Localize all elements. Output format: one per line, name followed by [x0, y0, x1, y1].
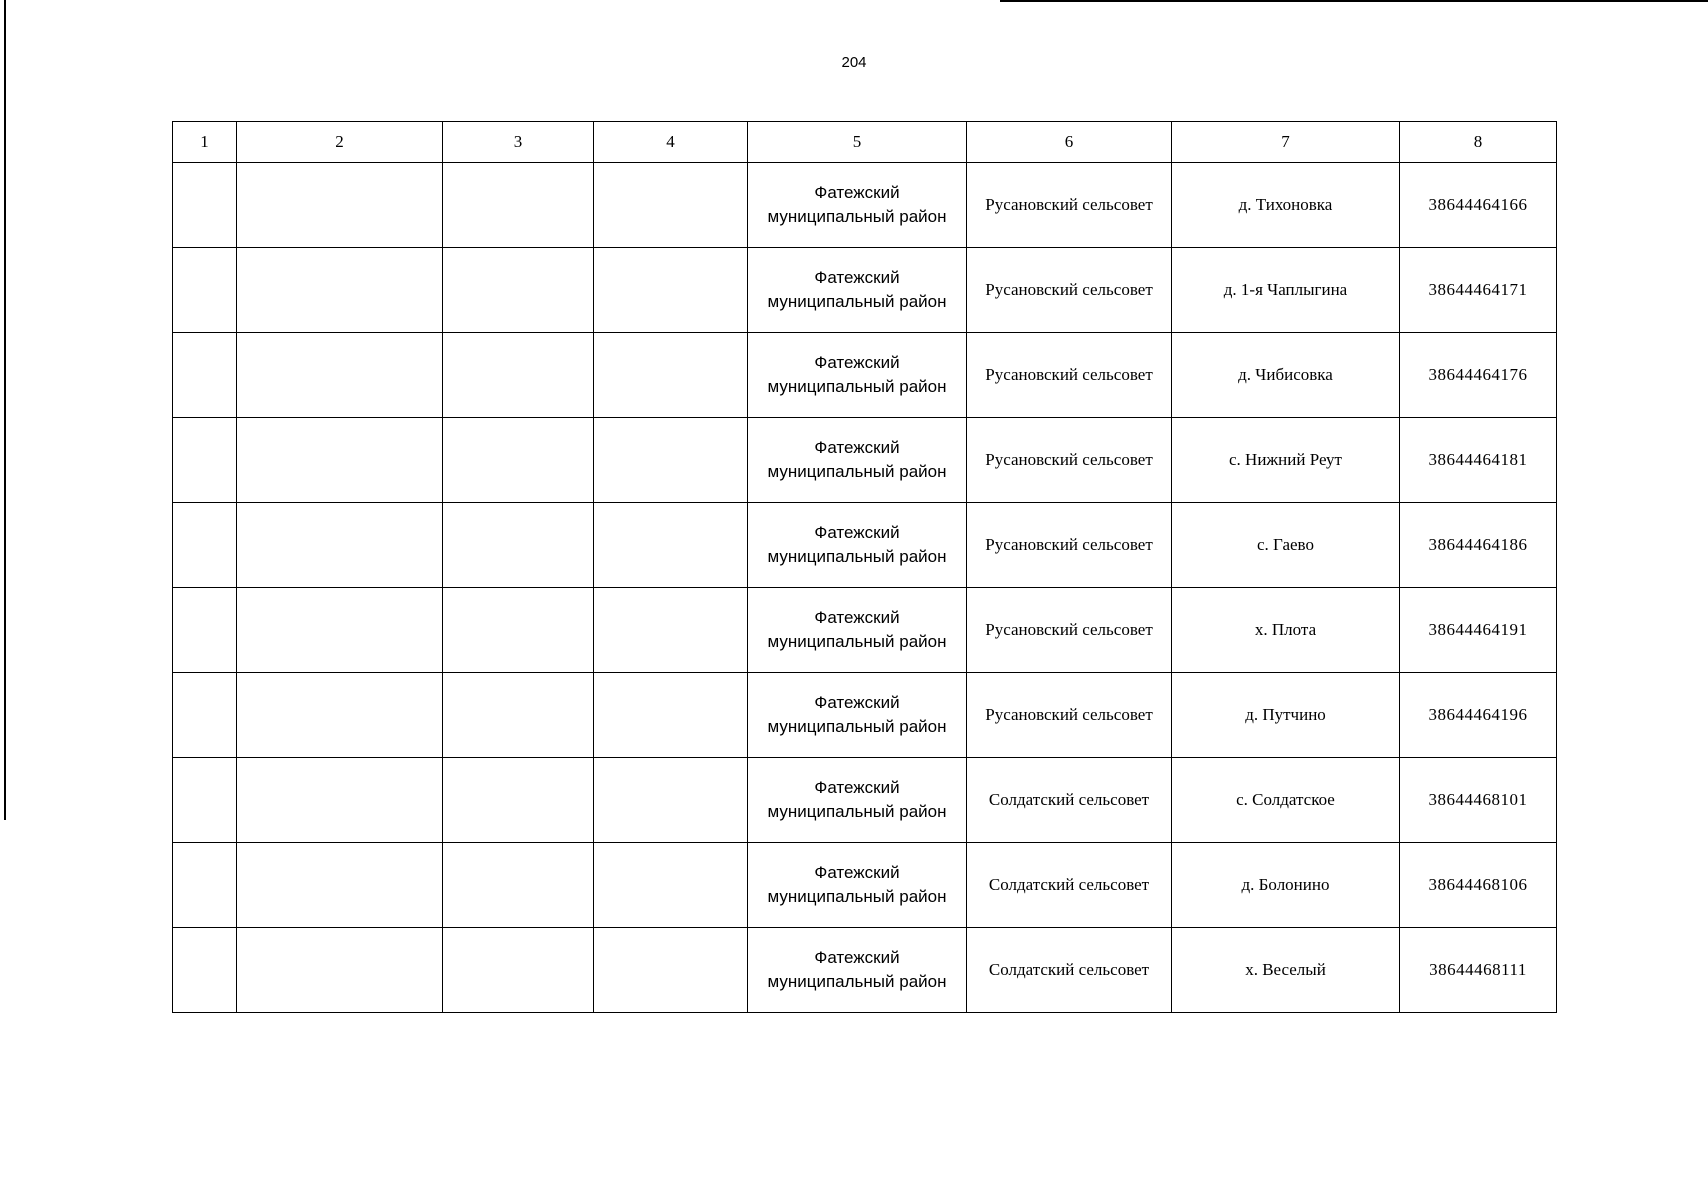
- cell-col-4: [594, 673, 748, 758]
- council-cell: Русановский сельсовет: [967, 333, 1172, 418]
- district-type: муниципальный район: [767, 462, 947, 481]
- cell-col-4: [594, 503, 748, 588]
- settlement-cell: х. Веселый: [1172, 928, 1400, 1013]
- cell-col-3: [443, 673, 594, 758]
- cell-col-1: [173, 673, 237, 758]
- cell-col-1: [173, 248, 237, 333]
- cell-col-1: [173, 928, 237, 1013]
- district-cell: [748, 163, 967, 248]
- cell-col-1: [173, 163, 237, 248]
- column-header-8: 8: [1400, 122, 1557, 163]
- settlement-cell: с. Гаево: [1172, 503, 1400, 588]
- cell-col-4: [594, 843, 748, 928]
- district-name: Фатежский: [814, 268, 900, 287]
- settlement-cell: д. Путчино: [1172, 673, 1400, 758]
- header-row: [173, 122, 1557, 163]
- district-name: Фатежский: [814, 183, 900, 202]
- table-row: [173, 503, 1557, 588]
- oktmo-code-cell: 38644468106: [1400, 843, 1557, 928]
- district-type: муниципальный район: [767, 292, 947, 311]
- page-number: 204: [841, 54, 867, 71]
- table-row: [173, 588, 1557, 673]
- council-cell: Русановский сельсовет: [967, 503, 1172, 588]
- district-type: муниципальный район: [767, 972, 947, 991]
- council-cell: Солдатский сельсовет: [967, 843, 1172, 928]
- table-row: [173, 248, 1557, 333]
- table-row: [173, 418, 1557, 503]
- table-row: [173, 333, 1557, 418]
- cell-col-2: [237, 163, 443, 248]
- cell-col-3: [443, 928, 594, 1013]
- district-type: муниципальный район: [767, 717, 947, 736]
- district-cell: [748, 333, 967, 418]
- cell-col-3: [443, 333, 594, 418]
- district-name: Фатежский: [814, 693, 900, 712]
- cell-col-3: [443, 248, 594, 333]
- district-cell: [748, 418, 967, 503]
- district-name: Фатежский: [814, 523, 900, 542]
- settlement-cell: д. Чибисовка: [1172, 333, 1400, 418]
- district-type: муниципальный район: [767, 887, 947, 906]
- council-cell: Русановский сельсовет: [967, 248, 1172, 333]
- settlement-cell: д. 1-я Чаплыгина: [1172, 248, 1400, 333]
- settlement-cell: с. Солдатское: [1172, 758, 1400, 843]
- cell-col-2: [237, 418, 443, 503]
- oktmo-code-cell: 38644464181: [1400, 418, 1557, 503]
- scan-edge-left: [4, 0, 6, 820]
- oktmo-code-cell: 38644464166: [1400, 163, 1557, 248]
- cell-col-4: [594, 418, 748, 503]
- cell-col-3: [443, 588, 594, 673]
- district-type: муниципальный район: [767, 207, 947, 226]
- district-name: Фатежский: [814, 353, 900, 372]
- cell-col-2: [237, 588, 443, 673]
- settlement-cell: д. Тихоновка: [1172, 163, 1400, 248]
- cell-col-3: [443, 758, 594, 843]
- cell-col-1: [173, 333, 237, 418]
- cell-col-1: [173, 418, 237, 503]
- column-header-6: 6: [967, 122, 1172, 163]
- oktmo-code-cell: 38644464186: [1400, 503, 1557, 588]
- district-cell: [748, 673, 967, 758]
- cell-col-2: [237, 248, 443, 333]
- column-header-1: 1: [173, 122, 237, 163]
- council-cell: Русановский сельсовет: [967, 673, 1172, 758]
- table-body: [173, 163, 1557, 1013]
- district-type: муниципальный район: [767, 377, 947, 396]
- cell-col-3: [443, 418, 594, 503]
- district-name: Фатежский: [814, 438, 900, 457]
- column-header-7: 7: [1172, 122, 1400, 163]
- council-cell: Русановский сельсовет: [967, 588, 1172, 673]
- oktmo-code-cell: 38644464176: [1400, 333, 1557, 418]
- settlements-table: [172, 121, 1557, 1013]
- district-name: Фатежский: [814, 778, 900, 797]
- cell-col-2: [237, 673, 443, 758]
- table-row: [173, 843, 1557, 928]
- cell-col-1: [173, 588, 237, 673]
- cell-col-4: [594, 248, 748, 333]
- district-cell: [748, 503, 967, 588]
- scan-edge-top: [1000, 0, 1708, 2]
- column-header-5: 5: [748, 122, 967, 163]
- district-name: Фатежский: [814, 948, 900, 967]
- council-cell: Русановский сельсовет: [967, 163, 1172, 248]
- cell-col-2: [237, 333, 443, 418]
- district-type: муниципальный район: [767, 802, 947, 821]
- cell-col-1: [173, 503, 237, 588]
- table-row: [173, 673, 1557, 758]
- column-header-3: 3: [443, 122, 594, 163]
- cell-col-2: [237, 758, 443, 843]
- column-header-2: 2: [237, 122, 443, 163]
- cell-col-4: [594, 588, 748, 673]
- district-cell: [748, 843, 967, 928]
- district-cell: [748, 758, 967, 843]
- council-cell: Солдатский сельсовет: [967, 928, 1172, 1013]
- district-name: Фатежский: [814, 608, 900, 627]
- cell-col-4: [594, 163, 748, 248]
- cell-col-1: [173, 758, 237, 843]
- table-row: [173, 758, 1557, 843]
- district-cell: [748, 588, 967, 673]
- cell-col-2: [237, 928, 443, 1013]
- oktmo-code-cell: 38644464196: [1400, 673, 1557, 758]
- cell-col-2: [237, 843, 443, 928]
- oktmo-code-cell: 38644464171: [1400, 248, 1557, 333]
- cell-col-3: [443, 843, 594, 928]
- district-type: муниципальный район: [767, 547, 947, 566]
- cell-col-3: [443, 163, 594, 248]
- district-cell: [748, 928, 967, 1013]
- settlement-cell: с. Нижний Реут: [1172, 418, 1400, 503]
- cell-col-4: [594, 928, 748, 1013]
- cell-col-1: [173, 843, 237, 928]
- cell-col-3: [443, 503, 594, 588]
- oktmo-code-cell: 38644468101: [1400, 758, 1557, 843]
- cell-col-4: [594, 758, 748, 843]
- district-cell: [748, 248, 967, 333]
- settlement-cell: х. Плота: [1172, 588, 1400, 673]
- district-name: Фатежский: [814, 863, 900, 882]
- cell-col-2: [237, 503, 443, 588]
- cell-col-4: [594, 333, 748, 418]
- oktmo-code-cell: 38644468111: [1400, 928, 1557, 1013]
- settlement-cell: д. Болонино: [1172, 843, 1400, 928]
- district-type: муниципальный район: [767, 632, 947, 651]
- table-row: [173, 163, 1557, 248]
- council-cell: Солдатский сельсовет: [967, 758, 1172, 843]
- column-header-4: 4: [594, 122, 748, 163]
- table-row: [173, 928, 1557, 1013]
- council-cell: Русановский сельсовет: [967, 418, 1172, 503]
- oktmo-code-cell: 38644464191: [1400, 588, 1557, 673]
